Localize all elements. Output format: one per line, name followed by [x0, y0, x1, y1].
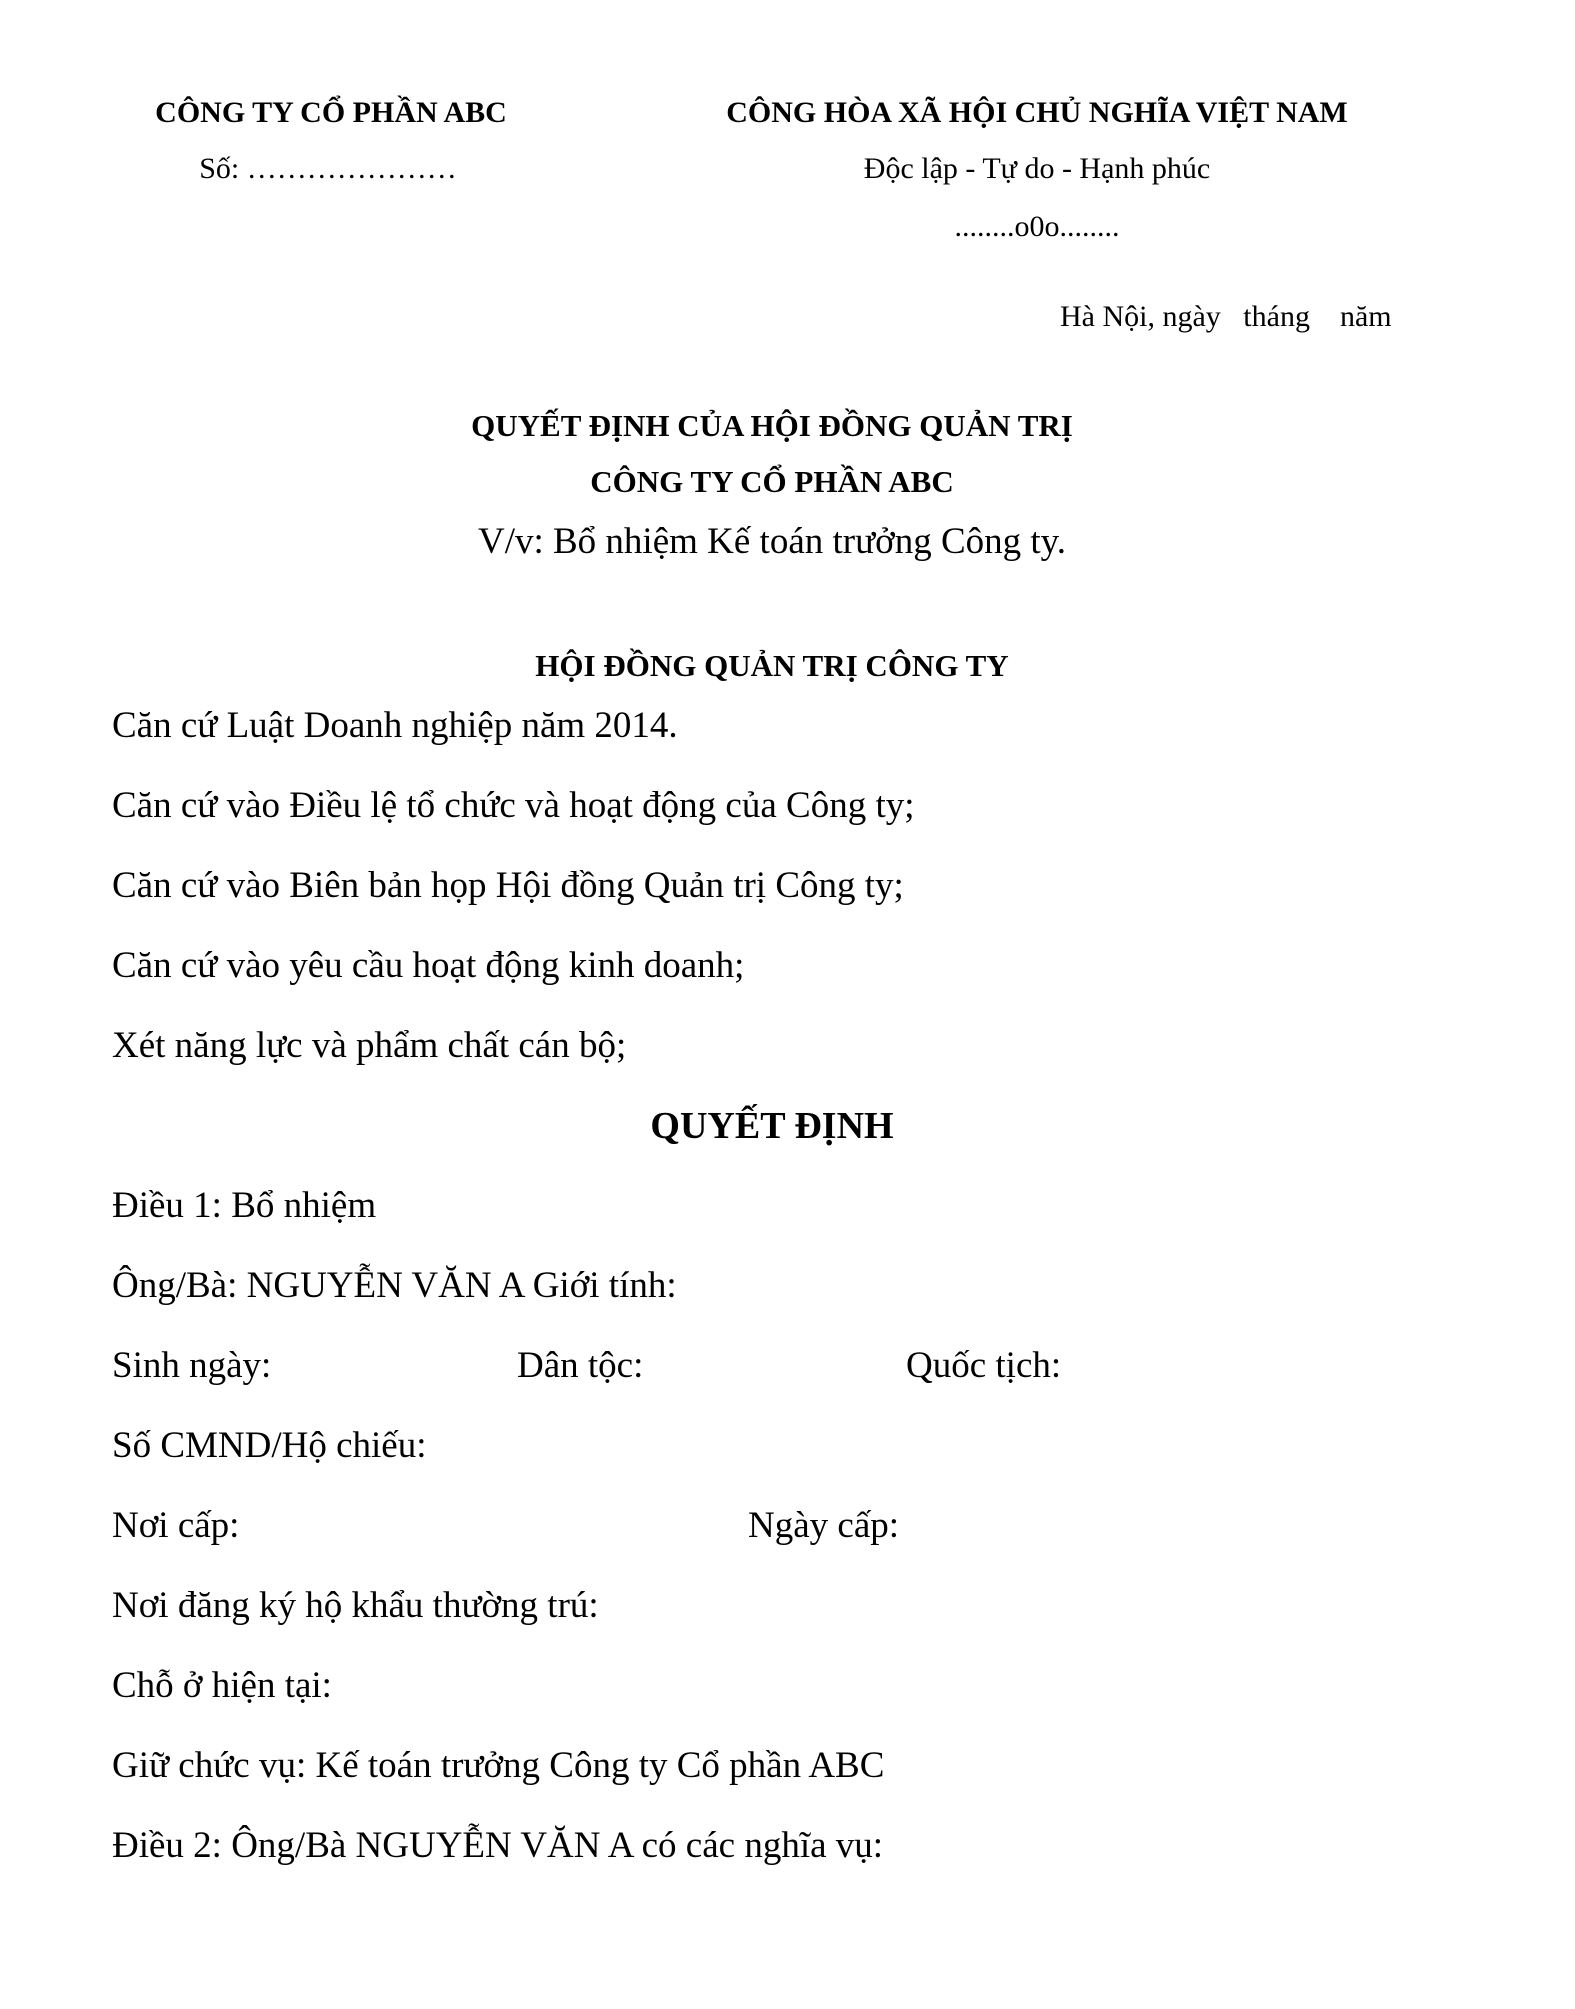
decision-heading: QUYẾT ĐỊNH [650, 1105, 894, 1147]
issue-place-label: Nơi cấp: [112, 1505, 240, 1546]
ground-item: Căn cứ vào Điều lệ tổ chức và hoạt động của Công ty; [112, 785, 915, 826]
issue-date-label: Ngày cấp: [748, 1505, 900, 1546]
national-motto: Độc lập - Tự do - Hạnh phúc [863, 152, 1211, 185]
motto-separator: ........o0o........ [954, 210, 1120, 243]
permanent-address-label: Nơi đăng ký hộ khẩu thường trú: [112, 1585, 599, 1626]
place-and-date: Hà Nội, ngày tháng năm [1060, 300, 1392, 333]
ground-item: Căn cứ Luật Doanh nghiệp năm 2014. [112, 705, 678, 746]
ethnicity-label: Dân tộc: [517, 1345, 644, 1386]
company-name: CÔNG TY CỔ PHẦN ABC [155, 96, 507, 129]
birth-date-label: Sinh ngày: [112, 1345, 272, 1386]
ground-item: Xét năng lực và phẩm chất cán bộ; [112, 1025, 627, 1066]
country-name: CÔNG HÒA XÃ HỘI CHỦ NGHĨA VIỆT NAM [726, 96, 1348, 129]
current-address-label: Chỗ ở hiện tại: [112, 1665, 332, 1706]
id-number-label: Số CMND/Hộ chiếu: [112, 1425, 427, 1466]
ground-item: Căn cứ vào Biên bản họp Hội đồng Quản trị Công ty; [112, 865, 904, 906]
appointee-name-gender: Ông/Bà: NGUYỄN VĂN A Giới tính: [112, 1265, 677, 1306]
ground-item: Căn cứ vào yêu cầu hoạt động kinh doanh; [112, 945, 745, 986]
document-number: Số: ………………… [199, 152, 457, 185]
decision-title-line1: QUYẾT ĐỊNH CỦA HỘI ĐỒNG QUẢN TRỊ [471, 408, 1073, 443]
board-heading: HỘI ĐỒNG QUẢN TRỊ CÔNG TY [535, 648, 1009, 683]
decision-subject: V/v: Bổ nhiệm Kế toán trưởng Công ty. [477, 521, 1067, 562]
article-1: Điều 1: Bổ nhiệm [112, 1185, 377, 1226]
article-2: Điều 2: Ông/Bà NGUYỄN VĂN A có các nghĩa vụ: [112, 1825, 884, 1866]
decision-title-line2: CÔNG TY CỔ PHẦN ABC [590, 464, 954, 499]
position-line: Giữ chức vụ: Kế toán trưởng Công ty Cổ phần ABC [112, 1745, 885, 1786]
nationality-label: Quốc tịch: [906, 1345, 1062, 1386]
